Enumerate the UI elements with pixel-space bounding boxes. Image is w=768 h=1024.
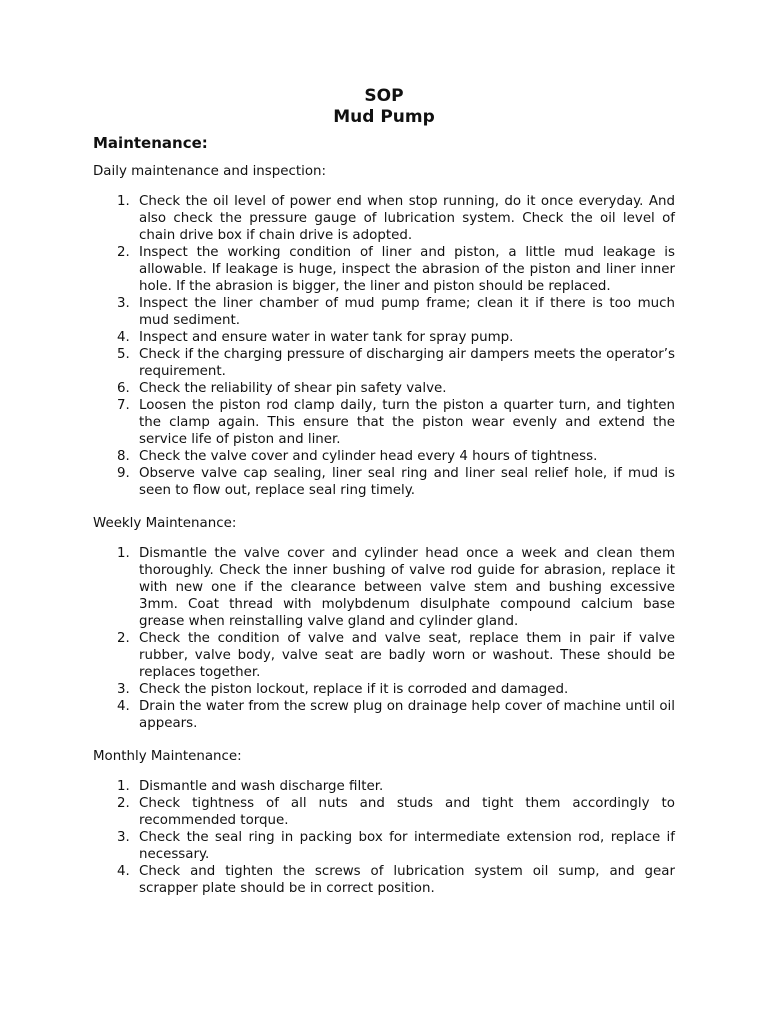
document-title: SOP [364, 86, 404, 106]
list-number: 3. [117, 682, 130, 697]
list-item [93, 346, 675, 380]
list-number: 3. [117, 296, 130, 311]
list-item [93, 329, 675, 346]
list-item-text: Check tightness of all nuts and studs and tight them accordingly to recommended torque. [139, 796, 675, 828]
list-item-text: Drain the water from the screw plug on drainage help cover of machine until oil appears. [139, 699, 675, 731]
list-number: 9. [117, 466, 130, 481]
list-number: 7. [117, 398, 130, 413]
list-number: 4. [117, 864, 130, 879]
list-item [93, 397, 675, 448]
numbered-list [93, 778, 675, 897]
list-number: 4. [117, 699, 130, 714]
list-number: 4. [117, 330, 130, 345]
list-item-text: Inspect the liner chamber of mud pump frame; clean it if there is too much mud sediment. [139, 296, 675, 328]
list-item-text: Check the valve cover and cylinder head every 4 hours of tightness. [139, 449, 598, 464]
list-item [93, 244, 675, 295]
list-item-text: Observe valve cap sealing, liner seal ring and liner seal relief hole, if mud is seen to flow out, replace seal ring timely. [139, 466, 675, 498]
list-item [93, 698, 675, 732]
list-item [93, 193, 675, 244]
list-item-text: Check the condition of valve and valve seat, replace them in pair if valve rubber, valve body, valve seat are badly worn or washout. These should be replaces together. [139, 631, 675, 680]
list-item [93, 778, 675, 795]
numbered-list [93, 545, 675, 732]
list-item-text: Check the oil level of power end when stop running, do it once everyday. And also check the pressure gauge of lubrication system. Check the oil level of chain drive box if chain drive is adopted. [139, 194, 675, 243]
list-number: 8. [117, 449, 130, 464]
list-item [93, 630, 675, 681]
list-number: 1. [117, 779, 130, 794]
numbered-list [93, 193, 675, 499]
maintenance-groups [93, 163, 675, 897]
list-item [93, 380, 675, 397]
group-heading: Daily maintenance and inspection: [93, 164, 327, 179]
list-item-text: Dismantle and wash discharge filter. [139, 779, 384, 794]
list-number: 1. [117, 546, 130, 561]
list-item [93, 465, 675, 499]
section-heading: Maintenance: [93, 134, 208, 152]
list-item-text: Check the reliability of shear pin safety valve. [139, 381, 447, 396]
list-item-text: Loosen the piston rod clamp daily, turn the piston a quarter turn, and tighten the clamp again. This ensure that the piston wear evenly and extend the service life of piston and liner. [139, 398, 675, 447]
document-page [93, 86, 675, 913]
list-item [93, 863, 675, 897]
list-number: 2. [117, 631, 130, 646]
list-item [93, 448, 675, 465]
list-item [93, 795, 675, 829]
list-item-text: Check if the charging pressure of discharging air dampers meets the operator’s requirement. [139, 347, 675, 379]
list-number: 5. [117, 347, 130, 362]
list-number: 1. [117, 194, 130, 209]
list-item-text: Check the piston lockout, replace if it is corroded and damaged. [139, 682, 569, 697]
list-item [93, 681, 675, 698]
list-number: 6. [117, 381, 130, 396]
list-item [93, 295, 675, 329]
list-item-text: Inspect and ensure water in water tank for spray pump. [139, 330, 514, 345]
list-item-text: Inspect the working condition of liner and piston, a little mud leakage is allowable. If leakage is huge, inspect the abrasion of the piston and liner inner hole. If the abrasion is bigger, the liner and piston should be replaced. [139, 245, 675, 294]
list-number: 2. [117, 245, 130, 260]
list-item-text: Check the seal ring in packing box for intermediate extension rod, replace if necessary. [139, 830, 675, 862]
list-number: 3. [117, 830, 130, 845]
list-number: 2. [117, 796, 130, 811]
list-item [93, 829, 675, 863]
list-item-text: Check and tighten the screws of lubrication system oil sump, and gear scrapper plate should be in correct position. [139, 864, 675, 896]
document-subtitle: Mud Pump [333, 107, 435, 127]
group-heading: Monthly Maintenance: [93, 749, 242, 764]
group-heading: Weekly Maintenance: [93, 516, 237, 531]
list-item-text: Dismantle the valve cover and cylinder head once a week and clean them thoroughly. Check the inner bushing of valve rod guide for abrasion, replace it with new one if the clearance between valve stem and bushing excessive 3mm. Coat thread with molybdenum disulphate compound calcium base grease when reinstalling valve gland and cylinder gland. [139, 546, 675, 629]
list-item [93, 545, 675, 630]
